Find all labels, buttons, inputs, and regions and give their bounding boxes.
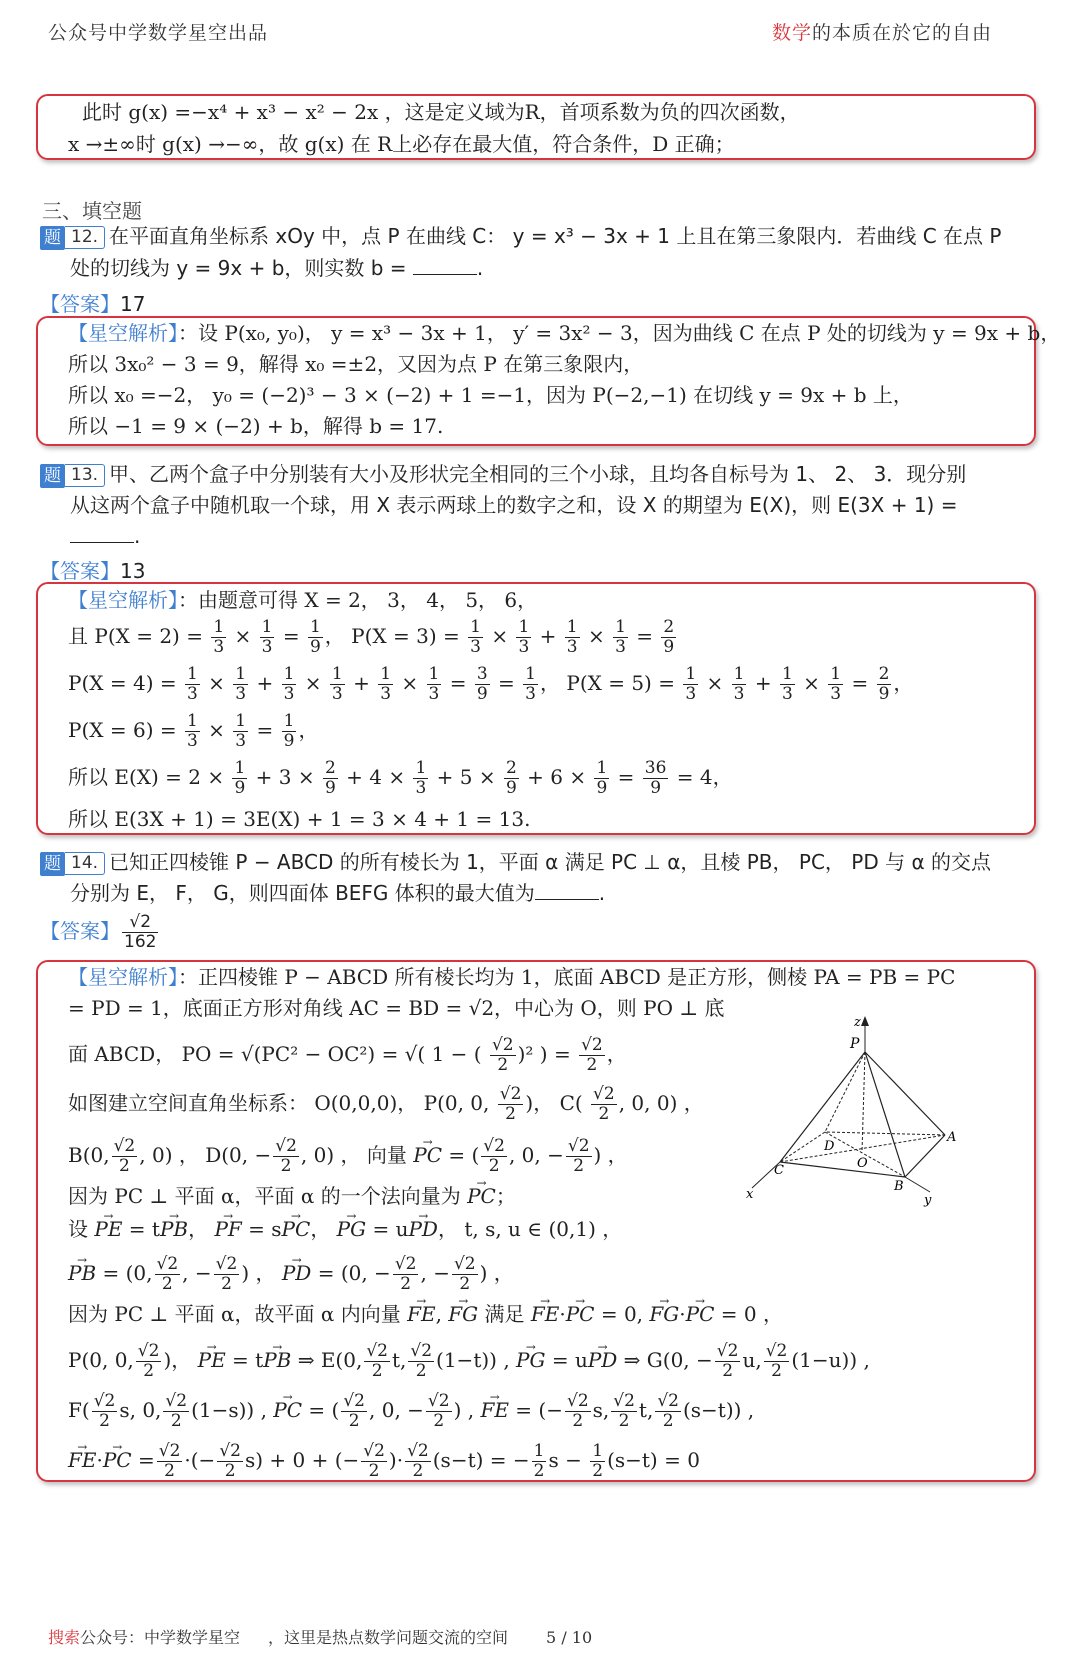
center-O: O: [857, 1156, 868, 1171]
question-number: 13.: [65, 464, 105, 487]
p2-lhs: 且 P(X = 2) =: [68, 624, 203, 648]
q14-sol-line3: 面 ABCD， PO = √(PC² − OC²) = √( 1 − ( $\frac{√2}{2}$ )² ) = $\frac{√2}{2}$ ，: [68, 1035, 627, 1075]
fraction: $\frac{1}{3}$: [261, 617, 273, 657]
q12-stem-line1: [40, 222, 1001, 250]
q14-sol-line1: [68, 964, 955, 990]
answer-fraction: [122, 913, 158, 952]
answer-blank: [413, 258, 477, 275]
q14-sol-line7: 设 → PE = t→ PB， → PF = s→ PC， → PG = u→ PD， t, s, u ∈ (0,1) ，: [68, 1216, 622, 1242]
q14-sol-line6: 因为 PC ⊥ 平面 α，平面 α 的一个法向量为 → PC；: [68, 1183, 516, 1209]
q12-sol-text1: ：设 P(x₀, y₀)， y = x³ − 3x + 1， y′ = 3x² − 3，因为曲线 C 在点 P 处的切线为 y = 9x + b，: [178, 321, 1061, 345]
vertex-C: C: [774, 1163, 784, 1178]
p4-lhs: P(X = 4) =: [68, 671, 177, 695]
solution-label: 【星空解析】: [68, 321, 178, 345]
q14-sol-line5: B(0, $\frac{√2}{2}$ , 0) ， D(0, − $\frac{√2}{2}$ , 0) ， 向量 → PC = ( $\frac{√2}{2}$ , 0, − $\frac{√2}{2}$ ) ，: [68, 1137, 628, 1176]
q13-sol-line2: 且 P(X = 2) = $\frac{1}{3}$ × $\frac{1}{3}$ = $\frac{1}{9}$ ， P(X = 3) = $\frac{1}{3}$ × $\frac{1}{3}$ + $\frac{1}{3}$ × $\frac{1}{3}$ = $\frac{2}{9}$: [68, 617, 675, 657]
normal-vector-text: 因为 PC ⊥ 平面 α，平面 α 的一个法向量为: [68, 1184, 461, 1208]
q14-sol-line9: 因为 PC ⊥ 平面 α，故平面 α 内向量 → FE, → FG 满足 → FE·→ PC = 0, → FG·→ PC = 0 ，: [68, 1301, 783, 1327]
q14-sol-line8: → PB = (0, $\frac{√2}{2}$ , − $\frac{√2}{2}$ ) ， → PD = (0, − $\frac{√2}{2}$ , − $\frac{√2}{2}$ ) ，: [68, 1255, 514, 1294]
pyramid-figure: [740, 1012, 965, 1212]
fraction: $\frac{1}{3}$: [566, 617, 578, 657]
plane-vectors-text: 因为 PC ⊥ 平面 α，故平面 α 内向量: [68, 1302, 401, 1326]
q14-sol-line11: F( $\frac{√2}{2}$ s, 0, $\frac{√2}{2}$ (1−s)) , → PC = ( $\frac{√2}{2}$ , 0, − $\frac{√2}{2}$ ) , → FE = (− $\frac{√2}{2}$ s, $\frac{√2}{2}$ t, $\frac{√2}{2}$ (s−t)) ,: [68, 1392, 754, 1431]
solution-label: 【星空解析】: [68, 588, 178, 612]
q13-stem-line3: [70, 522, 140, 550]
q14-sol-line2: = PD = 1，底面正方形对角线 AC = BD = √2，中心为 O，则 PO ⊥ 底: [68, 996, 725, 1020]
q14-text1: 已知正四棱锥 P − ABCD 的所有棱长为 1，平面 α 满足 PC ⊥ α，且棱 PB， PC， PD 与 α 的交点: [109, 850, 991, 874]
page-footer: [48, 1625, 592, 1648]
q13-stem-line2: 从这两个盒子中随机取一个球，用 X 表示两球上的数字之和，设 X 的期望为 E(X)，则 E(3X + 1) =: [70, 493, 958, 517]
answer-blank: [70, 526, 134, 543]
section-title: 三、填空题: [42, 199, 142, 223]
q13-stem-line1: [40, 460, 966, 488]
axis-label-z: z: [854, 1015, 861, 1030]
q12-sol-line1: [68, 320, 1060, 346]
q12-sol-line4: 所以 −1 = 9 × (−2) + b，解得 b = 17.: [68, 414, 444, 438]
answer-blank: [535, 883, 599, 900]
q14-sol-text1: ：正四棱锥 P − ABCD 所有棱长均为 1，底面 ABCD 是正方形，侧棱 PA = PB = PC: [178, 965, 956, 989]
q13-sol-line5: 所以 E(X) = 2 × $\frac{1}{9}$ + 3 × $\frac{2}{9}$ + 4 × $\frac{1}{3}$ + 5 × $\frac{2}{9}$ + 6 × $\frac{1}{9}$ = $\frac{36}{9}$ = 4，: [68, 758, 733, 798]
slogan-highlight: 数学: [771, 22, 812, 44]
answer-label: 【答案】: [40, 292, 120, 316]
q13-text1: 甲、乙两个盒子中分别装有大小及形状完全相同的三个小球，且均各自标号为 1、 2、 3．现分别: [109, 462, 967, 486]
box1-line2: x →±∞时 g(x) →−∞，故 g(x) 在 R上必存在最大值，符合条件，D 正确；: [68, 132, 735, 156]
fraction: $\frac{1}{9}$: [309, 617, 321, 657]
axis-label-y: y: [924, 1193, 932, 1208]
fraction: $\frac{1}{3}$: [615, 617, 626, 657]
header-publisher: 公众号中学数学星空出品: [48, 22, 269, 44]
q13-answer: [40, 555, 145, 584]
q12-answer: [40, 288, 145, 317]
q12-text1: 在平面直角坐标系 xOy 中，点 P 在曲线 C： y = x³ − 3x + 1 上且在第三象限内．若曲线 C 在点 P: [109, 224, 1002, 248]
q14-sol-line4: 如图建立空间直角坐标系： O(0,0,0)， P(0, 0, $\frac{√2}{2}$ )， C( $\frac{√2}{2}$ , 0, 0) ，: [68, 1084, 704, 1124]
vertex-D: D: [824, 1139, 835, 1154]
q14-sol-line10: P(0, 0, $\frac{√2}{2}$ )， → PE = t→ PB ⇒ E(0, $\frac{√2}{2}$ t, $\frac{√2}{2}$ (1−t)) , → PG = u→ PD ⇒ G(0, − $\frac{√2}{2}$ u, $\frac{√2}{2}$ (1−u)) ,: [68, 1342, 870, 1381]
vertex-A: A: [947, 1130, 957, 1145]
slogan-rest: 的本质在於它的自由: [811, 22, 992, 44]
q14-answer: [40, 913, 160, 952]
answer-numerator: √2: [122, 913, 158, 933]
q14-stem-line2: [70, 879, 605, 907]
q13-period: .: [134, 524, 141, 548]
vertex-P: P: [850, 1036, 860, 1052]
q12-text2: 处的切线为 y = 9x + b，则实数 b =: [70, 256, 413, 280]
question-number: 12.: [65, 226, 105, 249]
po-lhs: 面 ABCD， PO = √(PC² − OC²) =: [68, 1042, 399, 1066]
answer-denominator: 162: [124, 932, 157, 952]
question-tag: 题: [40, 464, 65, 488]
q13-sol-line4: P(X = 6) = $\frac{1}{3}$ × $\frac{1}{3}$ = $\frac{1}{9}$ ，: [68, 711, 319, 751]
header-slogan: [772, 18, 992, 45]
ex-lhs: 所以 E(X) = 2 ×: [68, 765, 225, 789]
q12-sol-line2: 所以 3x₀² − 3 = 9，解得 x₀ =±2，又因为点 P 在第三象限内，: [68, 352, 644, 376]
q13-sol-text1: ：由题意可得 X = 2， 3， 4， 5， 6，: [178, 588, 538, 612]
q12-stem-line2: [70, 254, 483, 282]
page-number: 5 / 10: [546, 1628, 593, 1647]
answer-label: 【答案】: [40, 559, 120, 583]
fraction: $\frac{1}{3}$: [470, 617, 481, 657]
footer-account: 公众号：中学数学星空: [80, 1628, 241, 1647]
answer-label: 【答案】: [40, 919, 120, 943]
answer-value: 13: [120, 559, 146, 583]
let-text: 设: [68, 1217, 88, 1241]
footer-search: 搜索: [48, 1628, 81, 1647]
p3-lhs: ， P(X = 3) =: [324, 624, 460, 648]
q13-sol-line1: [68, 587, 537, 613]
box1-line1: 此时 g(x) =−x⁴ + x³ − x² − 2x ，这是定义域为R，首项系数为负的四次函数，: [82, 100, 800, 124]
q12-period: .: [476, 256, 484, 280]
coords-intro: 如图建立空间直角坐标系： O(0,0,0)， P: [68, 1091, 438, 1115]
fraction: $\frac{1}{3}$: [213, 617, 225, 657]
q12-sol-line3: 所以 x₀ =−2， y₀ = (−2)³ − 3 × (−2) + 1 =−1，因为 P(−2,−1) 在切线 y = 9x + b 上，: [68, 383, 913, 407]
question-tag: 题: [40, 852, 65, 876]
q14-text2: 分别为 E， F， G，则四面体 BEFG 体积的最大值为: [70, 881, 535, 905]
p5-lhs: ， P(X = 5) =: [540, 671, 675, 695]
q13-sol-line3: P(X = 4) = $\frac{1}{3}$ × $\frac{1}{3}$ + $\frac{1}{3}$ × $\frac{1}{3}$ + $\frac{1}{3}$ × $\frac{1}{3}$ = $\frac{3}{9}$ = $\frac{1}{3}$ ， P(X = 5) = $\frac{1}{3}$ × $\frac{1}{3}$ + $\frac{1}{3}$ × $\frac{1}{3}$ = $\frac{2}{9}$ ，: [68, 664, 914, 704]
p6-lhs: P(X = 6) =: [68, 718, 177, 742]
q13-sol-line6: 所以 E(3X + 1) = 3E(X) + 1 = 3 × 4 + 1 = 13.: [68, 807, 531, 831]
fraction: $\frac{2}{9}$: [663, 617, 675, 657]
q14-sol-line12: → FE·→ PC = $\frac{√2}{2}$ ·(− $\frac{√2}{2}$ s) + 0 + (− $\frac{√2}{2}$ )· $\frac{√2}{2}$ (s−t) = − $\frac{1}{2}$ s − $\frac{1}{2}$ (s−t) = 0: [68, 1442, 700, 1481]
axis-label-x: x: [746, 1187, 754, 1202]
answer-value: 17: [120, 292, 146, 316]
q14-period: .: [598, 881, 606, 905]
question-number: 14.: [65, 852, 105, 875]
fraction: $\frac{1}{3}$: [518, 617, 530, 657]
solution-label: 【星空解析】: [68, 965, 178, 989]
q14-stem-line1: [40, 848, 991, 876]
footer-tagline: ，这里是热点数学问题交流的空间: [268, 1628, 509, 1647]
question-tag: 题: [40, 226, 65, 250]
vertex-B: B: [894, 1179, 904, 1194]
